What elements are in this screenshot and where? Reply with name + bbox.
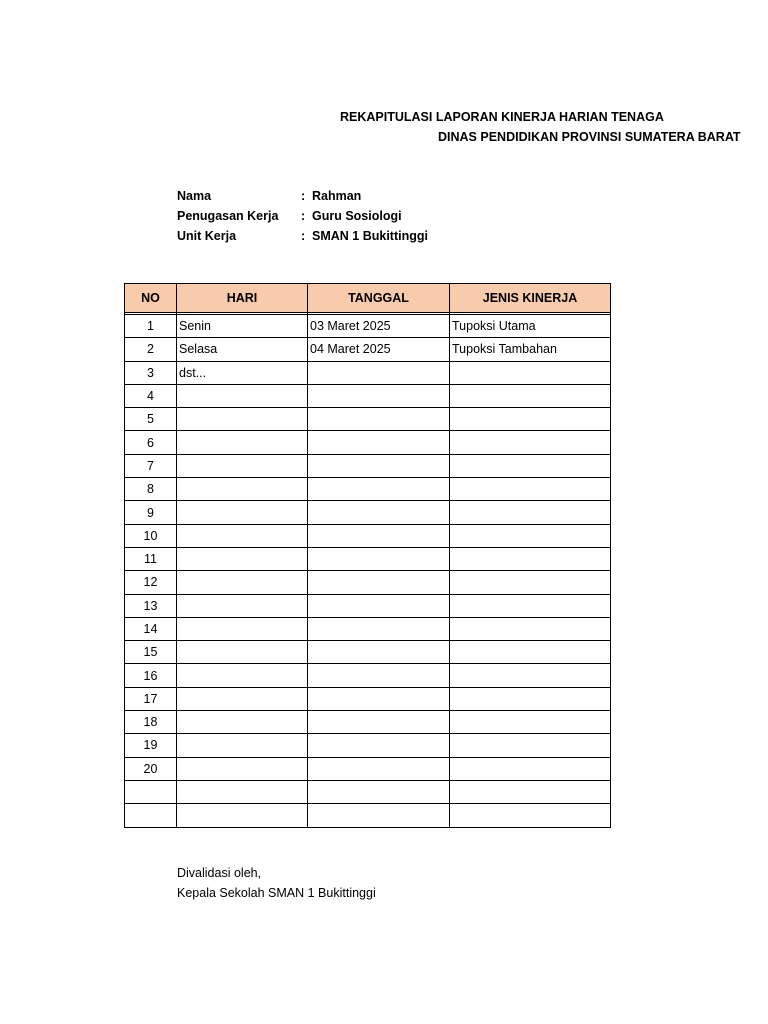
cell-jenis-kinerja (450, 804, 611, 827)
validated-by: Divalidasi oleh, (177, 866, 262, 880)
cell-no: 8 (125, 478, 177, 501)
cell-no: 11 (125, 547, 177, 570)
info-colon: : (301, 209, 306, 223)
cell-jenis-kinerja (450, 641, 611, 664)
cell-tanggal (308, 664, 450, 687)
cell-hari (177, 501, 308, 524)
table-row (125, 617, 611, 640)
info-colon: : (301, 189, 306, 203)
document-title (0, 108, 741, 148)
table-row (125, 594, 611, 617)
cell-hari (177, 664, 308, 687)
cell-jenis-kinerja (450, 431, 611, 454)
info-label: Penugasan Kerja (177, 209, 279, 223)
cell-jenis-kinerja (450, 408, 611, 431)
table-row (125, 431, 611, 454)
cell-tanggal (308, 454, 450, 477)
cell-hari (177, 547, 308, 570)
cell-no: 9 (125, 501, 177, 524)
cell-hari (177, 478, 308, 501)
cell-jenis-kinerja (450, 571, 611, 594)
cell-no: 12 (125, 571, 177, 594)
table-row (125, 547, 611, 570)
cell-hari (177, 757, 308, 780)
cell-no: 7 (125, 454, 177, 477)
cell-hari (177, 431, 308, 454)
cell-no: 13 (125, 594, 177, 617)
cell-hari (177, 804, 308, 827)
info-row-nama (177, 186, 428, 206)
cell-hari (177, 780, 308, 803)
title-line-2: DINAS PENDIDIKAN PROVINSI SUMATERA BARAT (438, 130, 741, 144)
cell-tanggal (308, 617, 450, 640)
cell-tanggal (308, 711, 450, 734)
cell-tanggal (308, 687, 450, 710)
cell-tanggal (308, 524, 450, 547)
table-row (125, 664, 611, 687)
cell-no: 15 (125, 641, 177, 664)
table-header-row (125, 284, 611, 313)
cell-tanggal (308, 780, 450, 803)
cell-no: 2 (125, 338, 177, 361)
cell-jenis-kinerja (450, 664, 611, 687)
info-value-penugasan: Guru Sosiologi (312, 209, 402, 223)
info-colon: : (301, 229, 306, 243)
principal-title: Kepala Sekolah SMAN 1 Bukittinggi (177, 886, 376, 900)
table-row (125, 804, 611, 827)
info-value-nama: Rahman (312, 189, 362, 203)
cell-jenis-kinerja (450, 501, 611, 524)
cell-tanggal (308, 547, 450, 570)
cell-jenis-kinerja (450, 361, 611, 384)
cell-tanggal (308, 408, 450, 431)
header-no: NO (125, 284, 177, 313)
info-label: Unit Kerja (177, 229, 237, 243)
table-row (125, 687, 611, 710)
cell-no: 16 (125, 664, 177, 687)
cell-jenis-kinerja: Tupoksi Utama (450, 315, 611, 338)
cell-no: 3 (125, 361, 177, 384)
table-row (125, 338, 611, 361)
cell-hari (177, 384, 308, 407)
table-row (125, 478, 611, 501)
header-tanggal: TANGGAL (308, 284, 450, 313)
cell-hari: Senin (177, 315, 308, 338)
cell-no: 4 (125, 384, 177, 407)
cell-hari (177, 594, 308, 617)
table-row (125, 315, 611, 338)
cell-hari (177, 524, 308, 547)
table-row (125, 711, 611, 734)
cell-hari: Selasa (177, 338, 308, 361)
cell-jenis-kinerja (450, 524, 611, 547)
cell-tanggal (308, 478, 450, 501)
performance-table (124, 283, 611, 828)
table-row (125, 780, 611, 803)
cell-tanggal (308, 757, 450, 780)
cell-no: 19 (125, 734, 177, 757)
cell-jenis-kinerja (450, 734, 611, 757)
table-row (125, 571, 611, 594)
cell-hari (177, 408, 308, 431)
cell-no: 1 (125, 315, 177, 338)
cell-no: 6 (125, 431, 177, 454)
cell-tanggal (308, 361, 450, 384)
info-label: Nama (177, 189, 212, 203)
cell-tanggal (308, 384, 450, 407)
cell-jenis-kinerja (450, 757, 611, 780)
info-value-unit: SMAN 1 Bukittinggi (312, 229, 428, 243)
cell-tanggal (308, 571, 450, 594)
cell-hari (177, 571, 308, 594)
cell-hari (177, 687, 308, 710)
cell-tanggal (308, 641, 450, 664)
cell-tanggal (308, 431, 450, 454)
cell-hari: dst... (177, 361, 308, 384)
cell-no: 18 (125, 711, 177, 734)
table-row (125, 408, 611, 431)
cell-jenis-kinerja (450, 687, 611, 710)
cell-jenis-kinerja (450, 547, 611, 570)
cell-tanggal (308, 594, 450, 617)
table-row (125, 361, 611, 384)
cell-jenis-kinerja (450, 454, 611, 477)
cell-no: 10 (125, 524, 177, 547)
title-line-1: REKAPITULASI LAPORAN KINERJA HARIAN TENAGA (340, 110, 664, 124)
cell-hari (177, 734, 308, 757)
validation-footer (177, 863, 376, 903)
cell-tanggal (308, 501, 450, 524)
cell-no: 14 (125, 617, 177, 640)
cell-jenis-kinerja (450, 594, 611, 617)
employee-info (177, 186, 428, 246)
header-hari: HARI (177, 284, 308, 313)
table-row (125, 454, 611, 477)
cell-jenis-kinerja (450, 384, 611, 407)
cell-jenis-kinerja (450, 711, 611, 734)
cell-no (125, 804, 177, 827)
cell-jenis-kinerja: Tupoksi Tambahan (450, 338, 611, 361)
cell-jenis-kinerja (450, 478, 611, 501)
cell-jenis-kinerja (450, 780, 611, 803)
cell-jenis-kinerja (450, 617, 611, 640)
table-row (125, 501, 611, 524)
cell-hari (177, 711, 308, 734)
table-row (125, 641, 611, 664)
info-row-penugasan (177, 206, 428, 226)
cell-no: 17 (125, 687, 177, 710)
cell-tanggal (308, 734, 450, 757)
cell-tanggal (308, 804, 450, 827)
cell-tanggal: 03 Maret 2025 (308, 315, 450, 338)
table-row (125, 734, 611, 757)
header-jenis-kinerja: JENIS KINERJA (450, 284, 611, 313)
cell-no: 5 (125, 408, 177, 431)
cell-hari (177, 641, 308, 664)
cell-hari (177, 454, 308, 477)
cell-no: 20 (125, 757, 177, 780)
table-row (125, 757, 611, 780)
info-row-unit (177, 226, 428, 246)
table-row (125, 524, 611, 547)
cell-tanggal: 04 Maret 2025 (308, 338, 450, 361)
cell-no (125, 780, 177, 803)
cell-hari (177, 617, 308, 640)
table-row (125, 384, 611, 407)
